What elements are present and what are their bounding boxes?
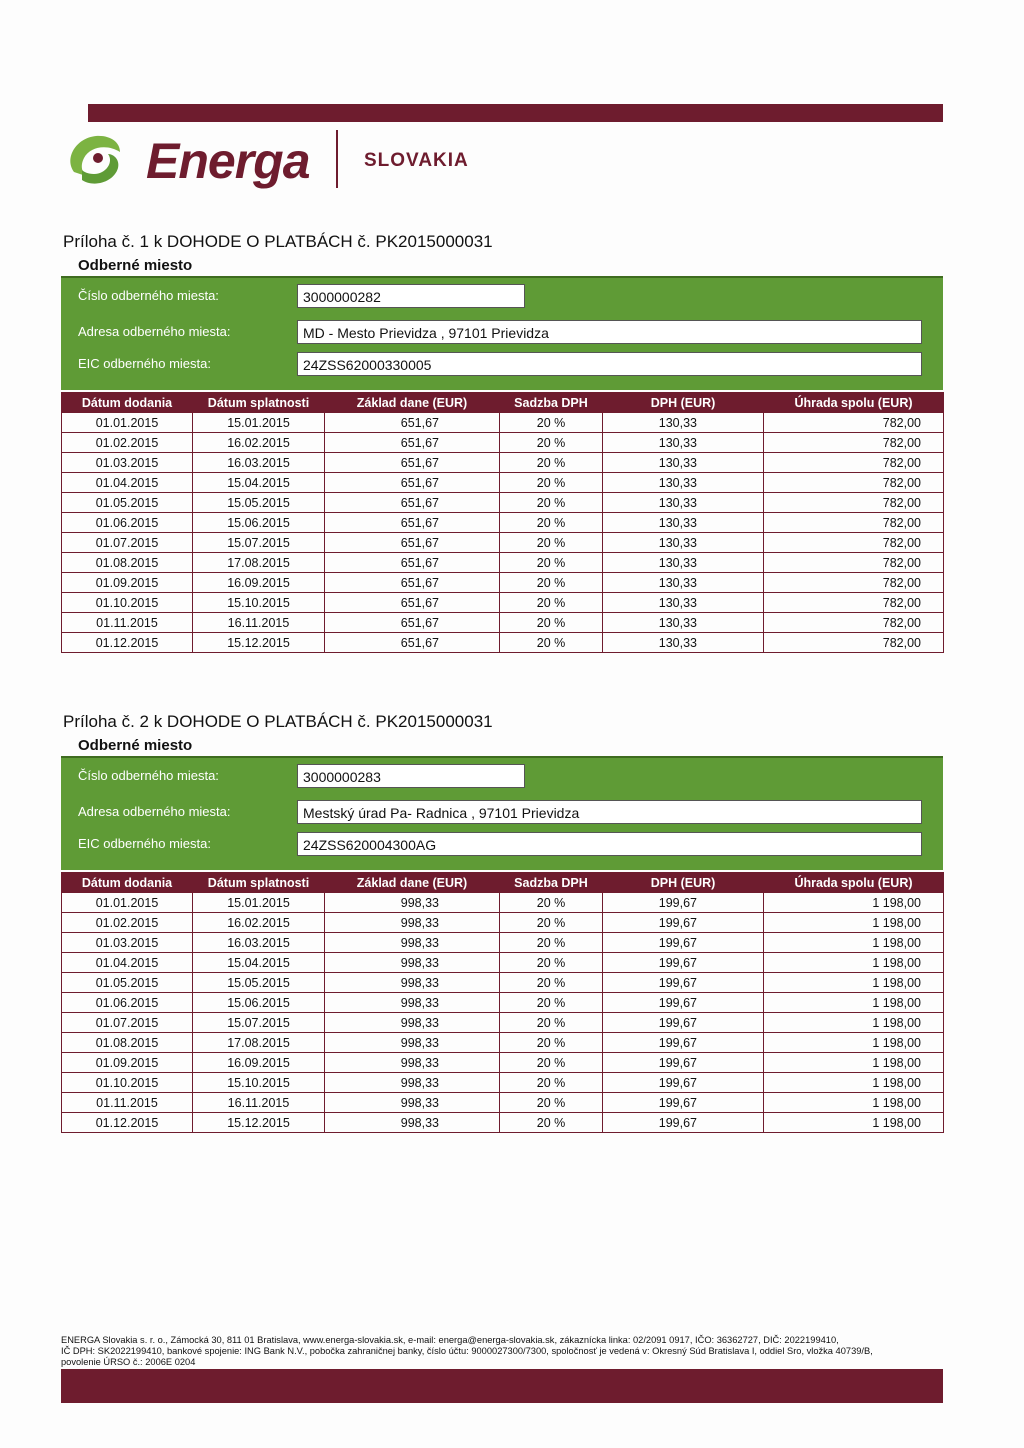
table-cell: 20 % <box>500 893 603 913</box>
table-cell: 01.07.2015 <box>62 533 193 553</box>
table-cell: 20 % <box>500 613 603 633</box>
table-cell: 1 198,00 <box>764 893 944 913</box>
footer-line-2: IČ DPH: SK2022199410, bankové spojenie: ING Bank N.V., pobočka zahraničnej banky, číslo účtu: 9000027300/7300, spoločnosť je vedená v: Okresný Súd Bratislava I, oddiel Sro, vložka 40739/B, <box>61 1346 873 1356</box>
table-cell: 998,33 <box>325 993 500 1013</box>
table-cell: 199,67 <box>603 993 764 1013</box>
table-row <box>62 993 944 1013</box>
table-cell: 15.07.2015 <box>193 1013 325 1033</box>
table-cell: 1 198,00 <box>764 993 944 1013</box>
table-cell: 01.10.2015 <box>62 1073 193 1093</box>
table-cell: 651,67 <box>325 513 500 533</box>
adresa-value-field: Mestský úrad Pa- Radnica , 97101 Prievidza <box>297 800 922 824</box>
table-cell: 01.03.2015 <box>62 453 193 473</box>
table-cell: 782,00 <box>764 433 944 453</box>
column-header: Dátum dodania <box>62 393 193 413</box>
table-cell: 20 % <box>500 993 603 1013</box>
table-cell: 16.02.2015 <box>193 433 325 453</box>
table-row <box>62 413 944 433</box>
footer-line-3: povolenie ÚRSO č.: 2006E 0204 <box>61 1357 196 1367</box>
company-footer <box>61 1335 951 1368</box>
table-cell: 01.04.2015 <box>62 473 193 493</box>
table-cell: 130,33 <box>603 493 764 513</box>
table-cell: 199,67 <box>603 1033 764 1053</box>
table-cell: 1 198,00 <box>764 1093 944 1113</box>
table-cell: 998,33 <box>325 1073 500 1093</box>
table-row <box>62 893 944 913</box>
table-cell: 998,33 <box>325 1013 500 1033</box>
table-cell: 130,33 <box>603 593 764 613</box>
bottom-brand-bar <box>61 1369 943 1403</box>
priloha-title: Príloha č. 1 k DOHODE O PLATBÁCH č. PK2015000031 <box>63 232 493 251</box>
table-row <box>62 1093 944 1113</box>
table-cell: 1 198,00 <box>764 1013 944 1033</box>
footer-line-1: ENERGA Slovakia s. r. o., Zámocká 30, 811 01 Bratislava, www.energa-slovakia.sk, e-mail: energa@energa-slovakia.sk, zákaznícka linka: 02/2091 0917, IČO: 36362727, DIČ: 2022199410, <box>61 1335 839 1345</box>
priloha-title: Príloha č. 2 k DOHODE O PLATBÁCH č. PK2015000031 <box>63 712 493 731</box>
table-cell: 15.01.2015 <box>193 893 325 913</box>
adresa-label: Adresa odberného miesta: <box>78 324 231 339</box>
table-cell: 15.05.2015 <box>193 493 325 513</box>
table-cell: 20 % <box>500 453 603 473</box>
table-row <box>62 593 944 613</box>
table-row <box>62 513 944 533</box>
table-cell: 998,33 <box>325 893 500 913</box>
table-row <box>62 953 944 973</box>
table-cell: 01.07.2015 <box>62 1013 193 1033</box>
table-row <box>62 573 944 593</box>
logo-divider <box>336 130 338 188</box>
table-cell: 199,67 <box>603 953 764 973</box>
table-cell: 15.12.2015 <box>193 633 325 653</box>
column-header: Úhrada spolu (EUR) <box>764 393 944 413</box>
table-cell: 998,33 <box>325 1033 500 1053</box>
column-header: Dátum splatnosti <box>193 873 325 893</box>
table-cell: 199,67 <box>603 973 764 993</box>
odberne-miesto-panel <box>61 276 943 390</box>
table-cell: 651,67 <box>325 553 500 573</box>
table-cell: 130,33 <box>603 633 764 653</box>
column-header: Sadzba DPH <box>500 873 603 893</box>
table-cell: 15.10.2015 <box>193 1073 325 1093</box>
table-row <box>62 633 944 653</box>
logo-country: SLOVAKIA <box>364 150 469 171</box>
table-cell: 15.10.2015 <box>193 593 325 613</box>
table-cell: 01.09.2015 <box>62 1053 193 1073</box>
table-cell: 651,67 <box>325 613 500 633</box>
table-cell: 998,33 <box>325 933 500 953</box>
odberne-miesto-heading: Odberné miesto <box>78 737 193 754</box>
cislo-label: Číslo odberného miesta: <box>78 288 219 303</box>
priloha-section-2 <box>61 708 943 1133</box>
column-header: Základ dane (EUR) <box>325 873 500 893</box>
table-cell: 01.11.2015 <box>62 1093 193 1113</box>
table-cell: 01.03.2015 <box>62 933 193 953</box>
table-row <box>62 973 944 993</box>
table-cell: 15.07.2015 <box>193 533 325 553</box>
table-cell: 199,67 <box>603 933 764 953</box>
table-cell: 01.05.2015 <box>62 493 193 513</box>
table-row <box>62 493 944 513</box>
adresa-label: Adresa odberného miesta: <box>78 804 231 819</box>
table-row <box>62 1013 944 1033</box>
table-cell: 782,00 <box>764 553 944 573</box>
table-cell: 01.12.2015 <box>62 633 193 653</box>
table-cell: 782,00 <box>764 593 944 613</box>
table-cell: 20 % <box>500 593 603 613</box>
table-cell: 651,67 <box>325 493 500 513</box>
table-cell: 20 % <box>500 933 603 953</box>
table-cell: 1 198,00 <box>764 1033 944 1053</box>
table-cell: 01.11.2015 <box>62 613 193 633</box>
table-cell: 130,33 <box>603 613 764 633</box>
table-cell: 130,33 <box>603 453 764 473</box>
table-cell: 16.09.2015 <box>193 573 325 593</box>
table-cell: 16.03.2015 <box>193 933 325 953</box>
table-cell: 01.06.2015 <box>62 513 193 533</box>
table-cell: 20 % <box>500 493 603 513</box>
table-cell: 01.06.2015 <box>62 993 193 1013</box>
table-cell: 01.09.2015 <box>62 573 193 593</box>
table-cell: 15.04.2015 <box>193 953 325 973</box>
energa-swirl-icon <box>64 128 128 190</box>
table-cell: 20 % <box>500 953 603 973</box>
table-cell: 1 198,00 <box>764 913 944 933</box>
table-cell: 15.06.2015 <box>193 513 325 533</box>
column-header: Dátum dodania <box>62 873 193 893</box>
table-cell: 01.08.2015 <box>62 553 193 573</box>
table-cell: 130,33 <box>603 473 764 493</box>
priloha-section-1 <box>61 228 943 653</box>
table-cell: 782,00 <box>764 633 944 653</box>
table-cell: 20 % <box>500 1013 603 1033</box>
table-cell: 998,33 <box>325 953 500 973</box>
table-cell: 651,67 <box>325 413 500 433</box>
table-cell: 01.10.2015 <box>62 593 193 613</box>
table-cell: 20 % <box>500 1053 603 1073</box>
table-cell: 199,67 <box>603 1013 764 1033</box>
table-cell: 20 % <box>500 1113 603 1133</box>
table-row <box>62 533 944 553</box>
table-cell: 20 % <box>500 413 603 433</box>
table-row <box>62 473 944 493</box>
table-cell: 1 198,00 <box>764 1113 944 1133</box>
table-cell: 199,67 <box>603 1113 764 1133</box>
table-cell: 651,67 <box>325 593 500 613</box>
table-cell: 01.01.2015 <box>62 893 193 913</box>
table-cell: 17.08.2015 <box>193 553 325 573</box>
eic-label: EIC odberného miesta: <box>78 356 211 371</box>
top-brand-bar <box>88 104 943 122</box>
table-cell: 20 % <box>500 553 603 573</box>
table-cell: 782,00 <box>764 613 944 633</box>
table-cell: 20 % <box>500 573 603 593</box>
column-header: Sadzba DPH <box>500 393 603 413</box>
table-cell: 1 198,00 <box>764 1073 944 1093</box>
table-cell: 16.11.2015 <box>193 1093 325 1113</box>
table-cell: 20 % <box>500 913 603 933</box>
table-row <box>62 613 944 633</box>
cislo-value-field: 3000000282 <box>297 284 525 308</box>
table-cell: 782,00 <box>764 573 944 593</box>
table-cell: 1 198,00 <box>764 973 944 993</box>
table-cell: 651,67 <box>325 633 500 653</box>
odberne-miesto-panel <box>61 756 943 870</box>
table-cell: 15.05.2015 <box>193 973 325 993</box>
table-cell: 01.02.2015 <box>62 433 193 453</box>
eic-value-field: 24ZSS620004300AG <box>297 832 922 856</box>
table-cell: 130,33 <box>603 433 764 453</box>
table-cell: 15.01.2015 <box>193 413 325 433</box>
table-row <box>62 1073 944 1093</box>
column-header: Úhrada spolu (EUR) <box>764 873 944 893</box>
table-cell: 20 % <box>500 473 603 493</box>
column-header: DPH (EUR) <box>603 393 764 413</box>
payment-schedule-table <box>61 872 944 1133</box>
table-cell: 199,67 <box>603 1053 764 1073</box>
table-cell: 998,33 <box>325 1093 500 1113</box>
table-cell: 199,67 <box>603 893 764 913</box>
table-row <box>62 1053 944 1073</box>
table-cell: 01.12.2015 <box>62 1113 193 1133</box>
table-cell: 782,00 <box>764 533 944 553</box>
table-cell: 20 % <box>500 533 603 553</box>
table-cell: 782,00 <box>764 453 944 473</box>
table-cell: 15.04.2015 <box>193 473 325 493</box>
cislo-value-field: 3000000283 <box>297 764 525 788</box>
table-cell: 651,67 <box>325 433 500 453</box>
odberne-miesto-heading: Odberné miesto <box>78 257 193 274</box>
table-cell: 1 198,00 <box>764 953 944 973</box>
table-cell: 998,33 <box>325 973 500 993</box>
table-cell: 16.02.2015 <box>193 913 325 933</box>
adresa-value-field: MD - Mesto Prievidza , 97101 Prievidza <box>297 320 922 344</box>
table-cell: 15.06.2015 <box>193 993 325 1013</box>
logo-wordmark: Energa <box>146 133 310 189</box>
table-cell: 199,67 <box>603 1093 764 1113</box>
table-cell: 651,67 <box>325 573 500 593</box>
table-cell: 01.02.2015 <box>62 913 193 933</box>
table-cell: 16.09.2015 <box>193 1053 325 1073</box>
table-cell: 130,33 <box>603 533 764 553</box>
table-cell: 998,33 <box>325 1113 500 1133</box>
table-cell: 01.08.2015 <box>62 1033 193 1053</box>
table-cell: 16.03.2015 <box>193 453 325 473</box>
table-cell: 20 % <box>500 513 603 533</box>
table-cell: 1 198,00 <box>764 1053 944 1073</box>
column-header: Dátum splatnosti <box>193 393 325 413</box>
table-cell: 998,33 <box>325 913 500 933</box>
table-row <box>62 453 944 473</box>
table-cell: 130,33 <box>603 553 764 573</box>
table-row <box>62 1033 944 1053</box>
table-cell: 651,67 <box>325 473 500 493</box>
table-cell: 651,67 <box>325 453 500 473</box>
table-cell: 199,67 <box>603 1073 764 1093</box>
table-cell: 20 % <box>500 1073 603 1093</box>
table-cell: 782,00 <box>764 493 944 513</box>
table-cell: 16.11.2015 <box>193 613 325 633</box>
column-header: Základ dane (EUR) <box>325 393 500 413</box>
table-cell: 130,33 <box>603 573 764 593</box>
table-cell: 998,33 <box>325 1053 500 1073</box>
table-cell: 17.08.2015 <box>193 1033 325 1053</box>
table-row <box>62 1113 944 1133</box>
table-cell: 20 % <box>500 633 603 653</box>
table-cell: 15.12.2015 <box>193 1113 325 1133</box>
table-cell: 20 % <box>500 433 603 453</box>
table-cell: 782,00 <box>764 513 944 533</box>
table-cell: 130,33 <box>603 413 764 433</box>
table-cell: 651,67 <box>325 533 500 553</box>
column-header: DPH (EUR) <box>603 873 764 893</box>
table-cell: 782,00 <box>764 413 944 433</box>
table-row <box>62 913 944 933</box>
table-cell: 01.04.2015 <box>62 953 193 973</box>
table-cell: 782,00 <box>764 473 944 493</box>
eic-value-field: 24ZSS62000330005 <box>297 352 922 376</box>
table-cell: 01.05.2015 <box>62 973 193 993</box>
table-cell: 130,33 <box>603 513 764 533</box>
table-cell: 01.01.2015 <box>62 413 193 433</box>
payment-schedule-table <box>61 392 944 653</box>
table-row <box>62 933 944 953</box>
table-cell: 20 % <box>500 1033 603 1053</box>
table-cell: 20 % <box>500 1093 603 1113</box>
table-cell: 20 % <box>500 973 603 993</box>
eic-label: EIC odberného miesta: <box>78 836 211 851</box>
table-cell: 1 198,00 <box>764 933 944 953</box>
table-cell: 199,67 <box>603 913 764 933</box>
table-row <box>62 433 944 453</box>
table-row <box>62 553 944 573</box>
cislo-label: Číslo odberného miesta: <box>78 768 219 783</box>
